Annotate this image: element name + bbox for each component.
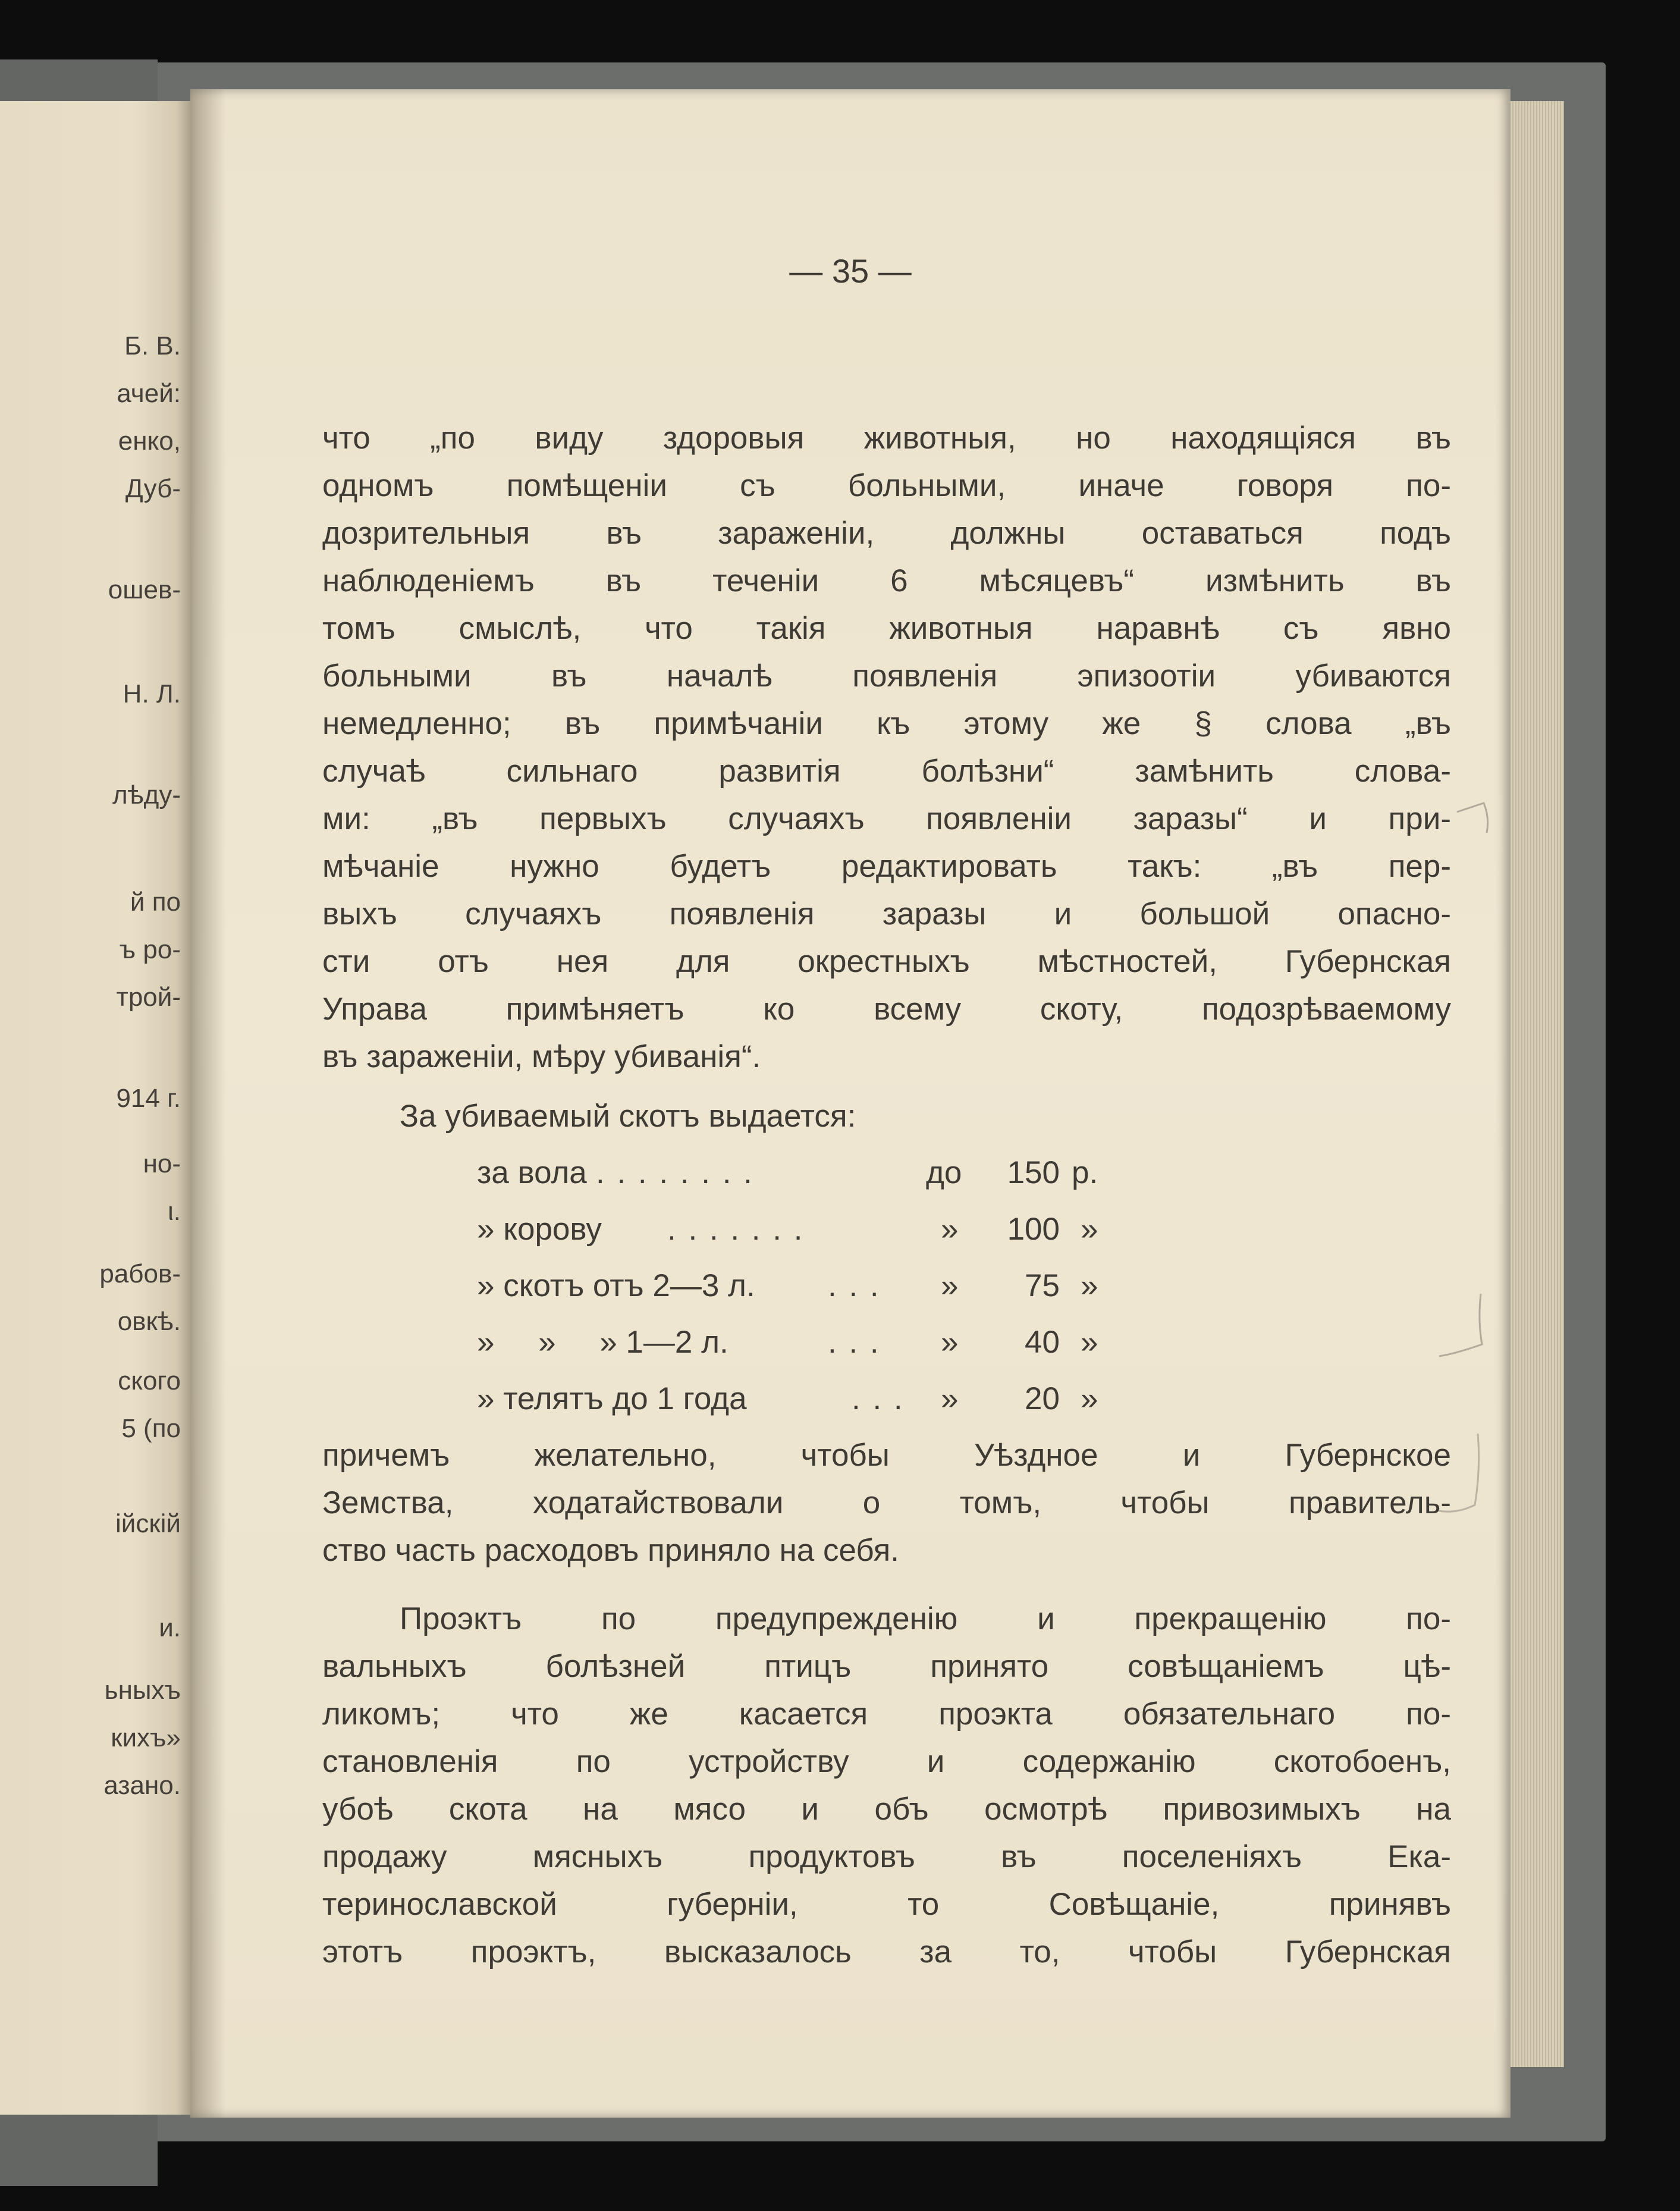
text-line: ство часть расходовъ приняло на себя.: [322, 1533, 899, 1568]
left-page-line: ъ ро-: [119, 935, 181, 964]
text-line: что „по виду здоровыя животныя, но находящіяся въ: [322, 421, 1451, 456]
price-row: [477, 1270, 1310, 1306]
text-line: Управа примѣняетъ ко всему скоту, подозрѣваемому: [322, 992, 1451, 1027]
text-line: Земства, ходатайствовали о томъ, чтобы правитель-: [322, 1485, 1451, 1520]
price-item-unit: »: [1081, 1212, 1098, 1247]
price-item-mark: »: [941, 1381, 959, 1416]
text-line: ми: „въ первыхъ случаяхъ появленіи заразы“ и при-: [322, 801, 1451, 836]
text-line: Проэктъ по предупрежденію и прекращенію по-: [400, 1601, 1451, 1636]
left-page-line: ійскій: [115, 1509, 181, 1538]
previous-page-fragment: [0, 101, 191, 2115]
price-item-label: за вола: [477, 1155, 587, 1190]
price-item-amount: 150: [1007, 1155, 1060, 1190]
price-item-label: » скотъ отъ 2—3 л.: [477, 1268, 755, 1303]
left-page-line: енко,: [118, 426, 181, 456]
price-row: [477, 1213, 1310, 1249]
price-item-amount: 20: [1025, 1381, 1060, 1416]
price-row: [477, 1157, 1310, 1193]
price-item-amount: 100: [1007, 1212, 1060, 1247]
left-page-line: Н. Л.: [123, 679, 181, 708]
left-page-line: 5 (по: [121, 1414, 181, 1443]
text-line: томъ смыслѣ, что такія животныя наравнѣ съ явно: [322, 611, 1451, 646]
text-line: ликомъ; что же касается проэкта обязательнаго по-: [322, 1696, 1451, 1732]
price-item-unit: »: [1081, 1381, 1098, 1416]
price-item-dots: . . . . . . . .: [596, 1155, 754, 1190]
text-line: въ зараженіи, мѣру убиванія“.: [322, 1039, 761, 1074]
price-item-mark: до: [926, 1155, 962, 1190]
text-line: мѣчаніе нужно будетъ редактировать такъ: „въ пер-: [322, 849, 1451, 884]
price-item-label: » корову: [477, 1212, 602, 1247]
text-line: больными въ началѣ появленія эпизоотіи убиваются: [322, 658, 1451, 694]
page-number: — 35 —: [789, 252, 912, 290]
text-line: убоѣ скота на мясо и объ осмотрѣ привозимыхъ на: [322, 1792, 1451, 1827]
price-item-mark: »: [941, 1325, 959, 1360]
price-item-mark: »: [941, 1212, 959, 1247]
price-item-unit: »: [1081, 1268, 1098, 1303]
left-page-line: лѣду-: [112, 780, 181, 810]
book-page: [190, 89, 1511, 2118]
pencil-mark: [1439, 1294, 1482, 1356]
left-page-line: но-: [143, 1149, 181, 1178]
text-line: становленія по устройству и содержанію скотобоенъ,: [322, 1744, 1451, 1779]
left-page-line: кихъ»: [111, 1723, 181, 1752]
price-item-dots: . . . . . . .: [667, 1212, 805, 1247]
price-item-dots: . . .: [828, 1325, 881, 1360]
left-page-line: ьныхъ: [104, 1676, 181, 1705]
price-row: [477, 1326, 1310, 1362]
page-gutter-shadow: [190, 89, 226, 2118]
left-page-line: 914 г.: [116, 1084, 181, 1113]
text-line: выхъ случаяхъ появленія заразы и большой опасно-: [322, 896, 1451, 932]
price-item-dots: . . .: [852, 1381, 905, 1416]
pencil-mark: [1457, 803, 1488, 833]
text-line: немедленно; въ примѣчаніи къ этому же § слова „въ: [322, 706, 1451, 741]
left-page-line: и.: [159, 1613, 181, 1642]
price-row: [477, 1383, 1310, 1419]
text-line: дозрительныя въ зараженіи, должны оставаться подъ: [322, 516, 1451, 551]
left-page-line: Дуб-: [125, 474, 181, 503]
price-item-unit: р.: [1072, 1155, 1098, 1190]
text-line: вальныхъ болѣзней птицъ принято совѣщаніемъ цѣ-: [322, 1649, 1451, 1684]
left-page-line: рабов-: [99, 1259, 181, 1288]
text-line: продажу мясныхъ продуктовъ въ поселеніяхъ Ека-: [322, 1839, 1451, 1874]
text-line: случаѣ сильнаго развитія болѣзни“ замѣнить слова-: [322, 754, 1451, 789]
left-page-line: овкѣ.: [117, 1307, 181, 1336]
price-item-label: » » » 1—2 л.: [477, 1325, 728, 1360]
left-page-line: трой-: [116, 983, 181, 1012]
left-page-line: ошев-: [108, 575, 181, 604]
price-list-intro: За убиваемый скотъ выдается:: [400, 1099, 856, 1134]
text-line: сти отъ нея для окрестныхъ мѣстностей, Губернская: [322, 944, 1451, 979]
left-page-line: ι.: [168, 1197, 181, 1226]
left-page-line: й по: [130, 887, 181, 917]
pencil-mark: [1439, 1434, 1479, 1511]
left-page-line: азано.: [103, 1771, 181, 1800]
price-item-unit: »: [1081, 1325, 1098, 1360]
text-line: причемъ желательно, чтобы Уѣздное и Губернское: [322, 1438, 1451, 1473]
price-item-dots: . . .: [828, 1268, 881, 1303]
left-page-line: ского: [118, 1366, 181, 1395]
price-item-mark: »: [941, 1268, 959, 1303]
price-item-label: » телятъ до 1 года: [477, 1381, 747, 1416]
pencil-marks: [1261, 791, 1499, 1564]
text-line: теринославской губерніи, то Совѣщаніе, принявъ: [322, 1887, 1451, 1922]
text-line: одномъ помѣщеніи съ больными, иначе говоря по-: [322, 468, 1451, 503]
left-page-line: Б. В.: [124, 331, 181, 360]
text-line: этотъ проэктъ, высказалось за то, чтобы Губернская: [322, 1934, 1451, 1969]
left-page-line: ачей:: [117, 379, 181, 408]
page-block-edges: [1511, 101, 1564, 2067]
text-line: наблюденіемъ въ теченіи 6 мѣсяцевъ“ измѣнить въ: [322, 563, 1451, 598]
price-item-amount: 40: [1025, 1325, 1060, 1360]
price-item-amount: 75: [1025, 1268, 1060, 1303]
